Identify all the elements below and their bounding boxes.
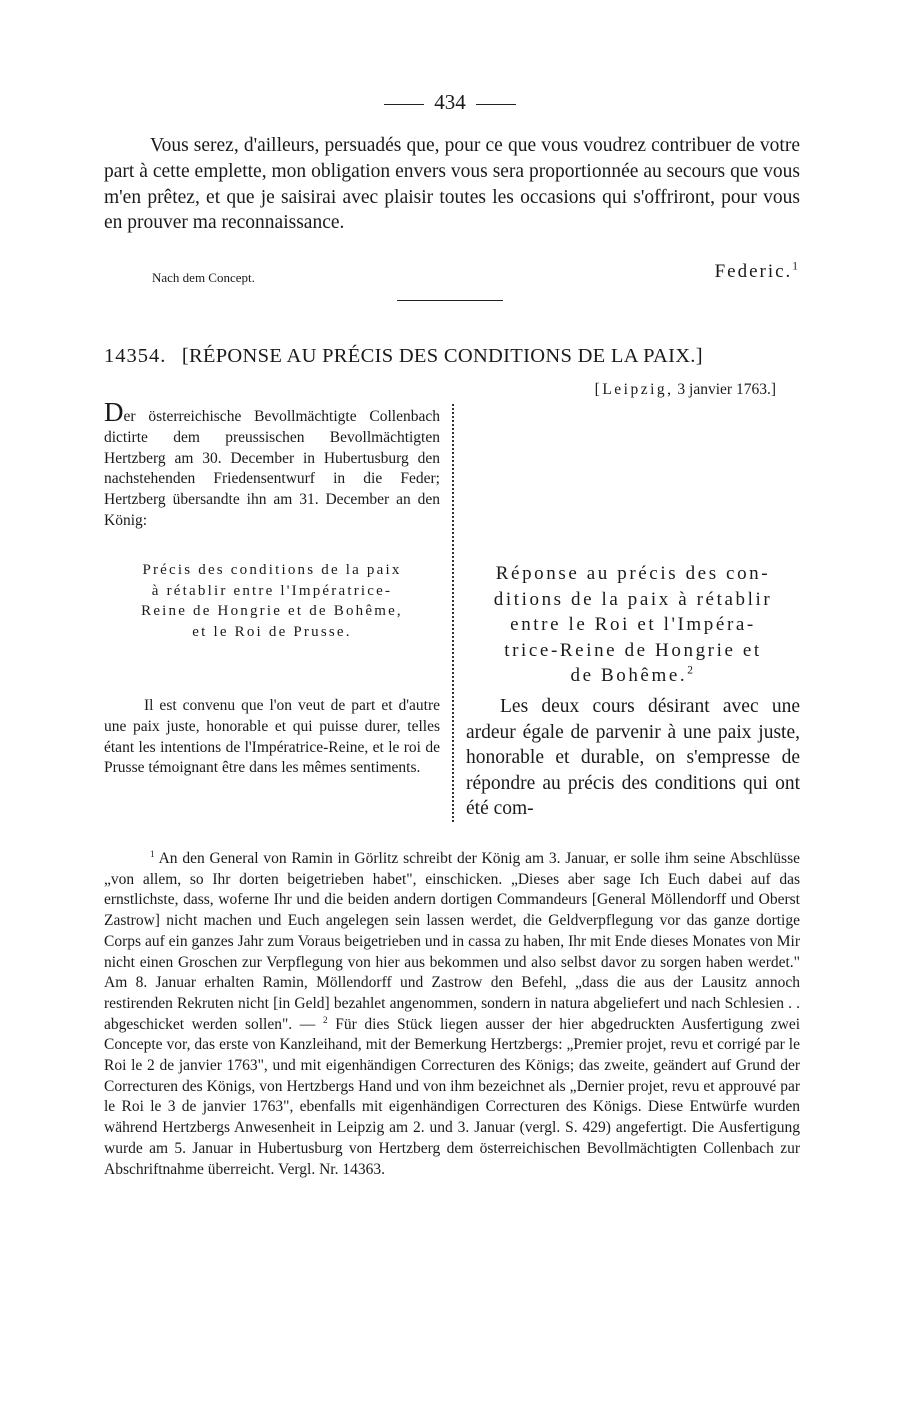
right-body-text: Les deux cours désirant avec une ardeur égale de parvenir à une paix juste, honorable et durable, on s'empresse de répondre au précis des conditions qui ont été com-	[466, 696, 800, 819]
left-precis-title-line: Précis des conditions de la paix	[142, 562, 402, 578]
footnote-2-text: Für dies Stück liegen ausser der hier abgedruckten Ausfertigung zwei Concepte vor, das erste von Kanzleihand, mit der Bemerkung Hertzbergs: „Premier projet, revu et corrigé par le Roi le 2 de janvier 1763", und mit eigenhändigen Correcturen des Königs; das zweite, geändert auf Grund der Correcturen des Königs, von Hertzbergs Hand und von ihm bezeichnet als „Dernier projet, revu et approuvé par le Roi le 3 de janvier 1763", ebenfalls mit eigenhändigen Correcturen des Königs. Diese Entwürfe wurden während Hertzbergs Anwesenheit in Leipzig am 2. und 3. Januar (vergl. S. 429) angefertigt. Die Ausfertigung wurde am 5. Januar in Hubertusburg von Hertzberg dem österreichischen Bevollmächtigten Collenbach zur Abschriftnahme überreicht. Vergl. Nr. 14363.	[104, 1015, 800, 1178]
signature	[715, 261, 800, 283]
document-heading	[104, 345, 804, 368]
right-precis-title-line: trice-Reine de Hongrie et	[504, 639, 762, 661]
page-number-header	[0, 90, 900, 115]
left-column-intro	[104, 397, 440, 532]
signature-text: Federic.	[714, 261, 793, 282]
page-number: 434	[434, 90, 466, 114]
right-title-footnote-mark: 2	[687, 664, 696, 677]
document-title: [RÉPONSE AU PRÉCIS DES CONDITIONS DE LA PAIX.]	[181, 345, 703, 367]
left-intro-text: er österreichische Bevollmächtigte Collenbach dictirte dem preussischen Bevollmächtigten Hertzberg am 30. December in Hubertusburg den nachstehenden Friedensentwurf in die Feder; Hertzberg übersandte ihn am 31. December an den König:	[104, 408, 440, 529]
right-precis-title-line: Réponse au précis des con-	[495, 563, 771, 584]
intro-paragraph: Vous serez, d'ailleurs, persuadés que, pour ce que vous voudrez contribuer de votre part à cette emplette, mon obligation envers vous sera proportionnée au secours que vous m'en prêtez, et que je saisirai avec plaisir toutes les occasions qui s'offriront, pour vous en prouver ma reconnaissance.	[104, 135, 800, 234]
footnotes	[104, 849, 800, 1180]
left-precis-title-line: Reine de Hongrie et de Bohême,	[141, 603, 403, 619]
drop-cap: D	[104, 397, 124, 427]
right-precis-title-line-last	[466, 663, 800, 689]
column-divider	[452, 404, 454, 822]
footnote-1-text: An den General von Ramin in Görlitz schreibt der König am 3. Januar, er solle ihm seine Abschlüsse „von allem, so Ihr dorten beigetrieben habet", einschicken. „Dieses aber sage Ich Euch dabei auf das ernstlichste, dass, woferne Ihr und die beiden andern dortigen Commandeurs [General Möllendorff und Oberst Zastrow] nicht machen und Euch angelegen sein lassen werdet, die Geldverpflegung vor das ganze dortige Corps auf ein ganzes Jahr zum Voraus beigetrieben und in cassa zu haben, Ihr mit Ende dieses Monates von Mir nicht einen Groschen zur Verpflegung von hier aus bekommen und also selbst davor zu sorgen haben werdet." Am 8. Januar erhalten Ramin, Möllendorff und Zastrow den Befehl, „dass die aus der Lausitz annoch restirenden Rekruten nicht [in Geld] bezahlet angenommen, sondern in natura abgeliefert und nach Schlesien . . abgeschicket werden sollen". —	[104, 850, 800, 1033]
dateline-date: 3 janvier 1763.]	[677, 381, 776, 398]
document-number: 14354.	[104, 345, 167, 367]
left-column-body: Il est convenu que l'on veut de part et d'autre une paix juste, honorable et qui puisse durer, telles étant les intentions de l'Impératrice-Reine, et le roi de Prusse témoignant être dans les mêmes sentiments.	[104, 697, 440, 777]
signature-footnote-mark: 1	[792, 260, 800, 273]
section-rule	[397, 300, 503, 301]
footnote-block	[104, 849, 800, 1180]
right-precis-title-line: ditions de la paix à rétablir	[493, 588, 773, 610]
header-dash-left	[384, 104, 424, 105]
dateline-place: [Leipzig,	[594, 381, 674, 398]
right-column-body	[466, 694, 800, 822]
footnote-1-mark: 1	[150, 849, 155, 860]
footnote-2-mark: 2	[322, 1015, 328, 1026]
intro-paragraph-block	[104, 133, 800, 236]
right-precis-title-end: de Bohême.	[570, 665, 688, 686]
header-dash-right	[476, 104, 516, 105]
dateline	[595, 381, 776, 399]
left-precis-title-line: et le Roi de Prusse.	[192, 623, 352, 640]
source-note: Nach dem Concept.	[152, 270, 255, 285]
right-precis-title	[466, 561, 800, 689]
left-precis-title-line: à rétablir entre l'Impératrice-	[151, 582, 393, 599]
left-precis-title	[104, 560, 440, 642]
right-precis-title-line: entre le Roi et l'Impéra-	[510, 614, 756, 635]
